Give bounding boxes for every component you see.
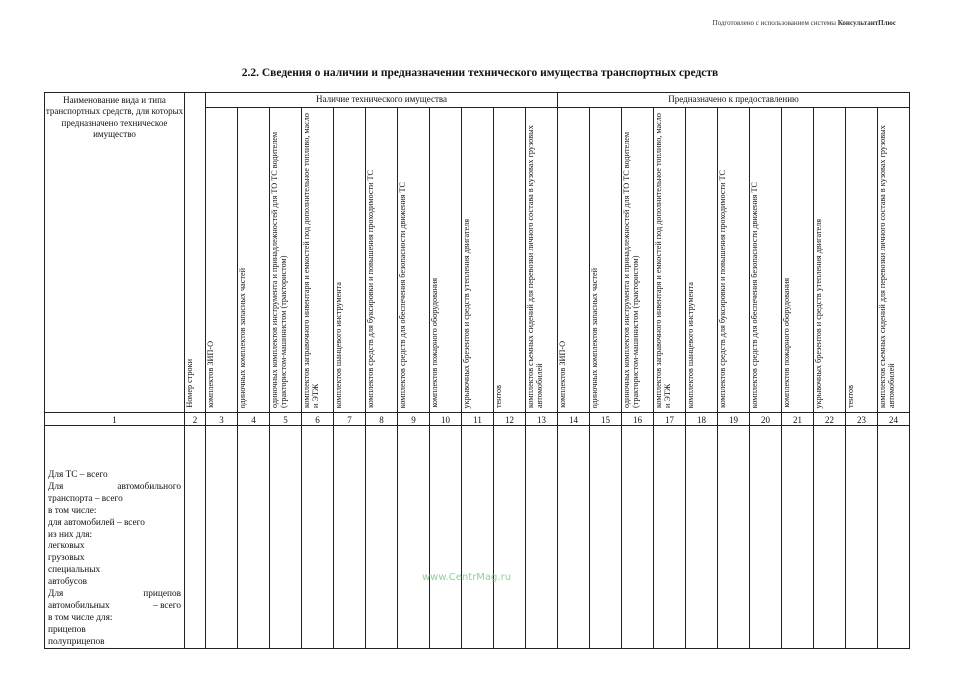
list-item: Для прицепов xyxy=(48,588,181,599)
column-number-row xyxy=(45,413,910,426)
column-number: 15 xyxy=(590,413,622,426)
column-number: 7 xyxy=(334,413,366,426)
list-item: грузовых xyxy=(48,553,85,564)
col-header-8: комплектов средств для буксировки и повышения проходимости ТС xyxy=(366,108,398,413)
table-body-row xyxy=(45,426,910,649)
empty-cell xyxy=(558,426,590,649)
header-note-brand: КонсультантПлюс xyxy=(837,19,896,27)
col-header-6: комплектов заправочного инвентаря и емкостей под дополнительное топливо, масло и ЭТЖ xyxy=(302,108,334,413)
vehicle-type-list xyxy=(45,426,185,649)
column-number: 16 xyxy=(622,413,654,426)
property-table xyxy=(44,92,910,649)
list-item: прицепов xyxy=(48,624,86,635)
empty-cell xyxy=(206,426,238,649)
column-number: 1 xyxy=(45,413,185,426)
empty-cell xyxy=(878,426,910,649)
empty-cell xyxy=(430,426,462,649)
col-header-24: комплектов съемных сидений для перевозки личного состава в кузовах грузовых автомобилей xyxy=(878,108,910,413)
col-header-20: комплектов средств для обеспечения безопасности движения ТС xyxy=(750,108,782,413)
column-number: 23 xyxy=(846,413,878,426)
column-number: 20 xyxy=(750,413,782,426)
name-column-header: Наименование вида и типа транспортных средств, для которых предназначено техническое имущество xyxy=(45,93,185,413)
column-number: 6 xyxy=(302,413,334,426)
col-header-12: тентов xyxy=(494,108,526,413)
column-number: 13 xyxy=(526,413,558,426)
col-header-13: комплектов съемных сидений для перевозки личного состава в кузовах грузовых автомобилей xyxy=(526,108,558,413)
list-item: специальных xyxy=(48,565,101,576)
list-item: в том числе для: xyxy=(48,612,113,623)
list-item: в том числе: xyxy=(48,505,97,516)
empty-cell xyxy=(334,426,366,649)
col-header-10: комплектов пожарного оборудования xyxy=(430,108,462,413)
col-header-21: комплектов пожарного оборудования xyxy=(782,108,814,413)
watermark: www.CentrMag.ru xyxy=(422,572,512,583)
empty-cell xyxy=(686,426,718,649)
col-header-17: комплектов заправочного инвентаря и емкостей под дополнительное топливо, масло и ЭТЖ xyxy=(654,108,686,413)
column-number: 5 xyxy=(270,413,302,426)
list-item: транспорта – всего xyxy=(48,493,123,504)
col-header-3: комплектов ЗИП-О xyxy=(206,108,238,413)
column-number: 2 xyxy=(185,413,206,426)
page-title: 2.2. Сведения о наличии и предназначении технического имущества транспортных средств xyxy=(241,67,719,79)
column-number: 14 xyxy=(558,413,590,426)
column-number: 9 xyxy=(398,413,430,426)
empty-cell xyxy=(654,426,686,649)
empty-cell xyxy=(526,426,558,649)
empty-cell xyxy=(462,426,494,649)
empty-cell xyxy=(782,426,814,649)
group-header-presence: Наличие технического имущества xyxy=(206,93,558,108)
empty-cell xyxy=(718,426,750,649)
col-header-19: комплектов средств для буксировки и повышения проходимости ТС xyxy=(718,108,750,413)
empty-cell xyxy=(185,426,206,649)
list-item: Для ТС – всего xyxy=(48,470,108,481)
list-item: из них для: xyxy=(48,529,93,540)
column-number: 12 xyxy=(494,413,526,426)
empty-cell xyxy=(622,426,654,649)
col-header-15: одиночных комплектов запасных частей xyxy=(590,108,622,413)
col-header-16: одиночных комплектов инструмента и принадлежностей для ТО ТС водителем (трактористом-машинистом (трактористом) xyxy=(622,108,654,413)
column-number: 19 xyxy=(718,413,750,426)
column-number: 11 xyxy=(462,413,494,426)
empty-cell xyxy=(366,426,398,649)
column-number: 4 xyxy=(238,413,270,426)
col-header-7: комплектов шанцевого инструмента xyxy=(334,108,366,413)
empty-cell xyxy=(238,426,270,649)
col-header-14: комплектов ЗИП-О xyxy=(558,108,590,413)
col-header-11: укрывочных брезентов и средств утепления двигателя xyxy=(462,108,494,413)
col-header-23: тентов xyxy=(846,108,878,413)
column-number: 21 xyxy=(782,413,814,426)
col-header-18: комплектов шанцевого инструмента xyxy=(686,108,718,413)
list-item: полуприцепов xyxy=(48,636,105,647)
column-number: 24 xyxy=(878,413,910,426)
column-number: 8 xyxy=(366,413,398,426)
col-header-22: укрывочных брезентов и средств утепления двигателя xyxy=(814,108,846,413)
column-number: 18 xyxy=(686,413,718,426)
col-header-5: одиночных комплектов инструмента и принадлежностей для ТО ТС водителем (трактористом-машинистом (трактористом) xyxy=(270,108,302,413)
empty-cell xyxy=(270,426,302,649)
list-item: Для автомобильного xyxy=(48,481,181,492)
header-note-prefix: Подготовлено с использованием системы xyxy=(712,19,836,27)
col-header-4: одиночных комплектов запасных частей xyxy=(238,108,270,413)
column-number: 17 xyxy=(654,413,686,426)
column-number: 3 xyxy=(206,413,238,426)
empty-cell xyxy=(750,426,782,649)
header-note xyxy=(713,19,896,27)
empty-cell xyxy=(814,426,846,649)
empty-cell xyxy=(846,426,878,649)
group-header-intended: Предназначено к предоставлению xyxy=(558,93,910,108)
column-number: 22 xyxy=(814,413,846,426)
empty-cell xyxy=(398,426,430,649)
list-item: для автомобилей – всего xyxy=(48,517,145,528)
col-header-9: комплектов средств для обеспечения безопасности движения ТС xyxy=(398,108,430,413)
column-number: 10 xyxy=(430,413,462,426)
empty-cell xyxy=(302,426,334,649)
empty-cell xyxy=(494,426,526,649)
row-number-header: Номер строки xyxy=(185,93,206,413)
list-item: автобусов xyxy=(48,577,88,588)
list-item: автомобильных – всего xyxy=(48,600,181,611)
list-item: легковых xyxy=(48,541,85,552)
empty-cell xyxy=(590,426,622,649)
